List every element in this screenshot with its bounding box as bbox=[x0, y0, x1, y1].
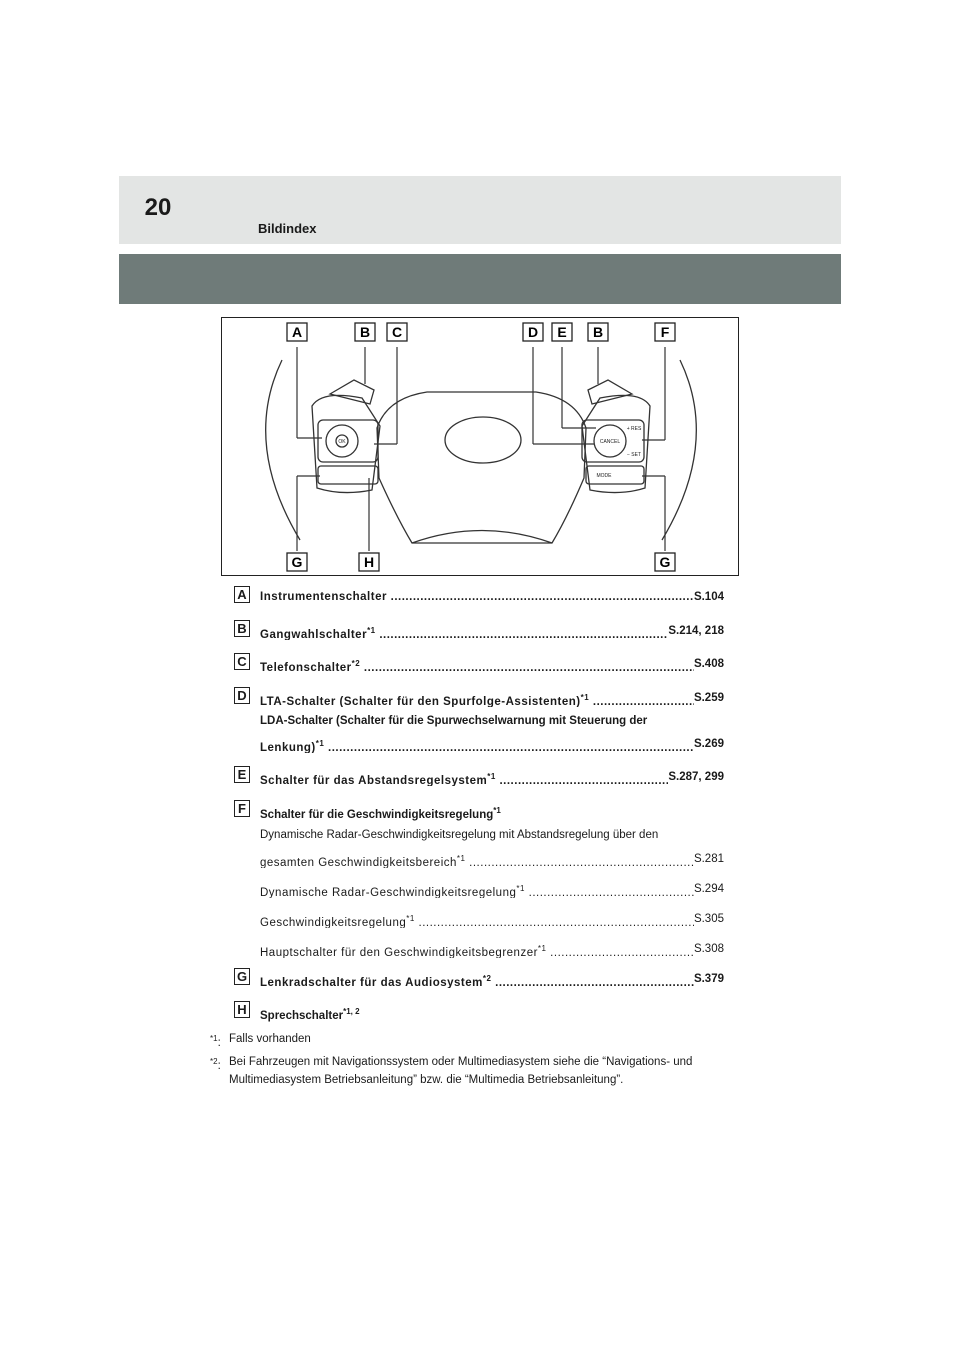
entry-text: Sprechschalter bbox=[260, 1010, 344, 1022]
callout-letter: H bbox=[363, 554, 375, 570]
entry-line bbox=[260, 940, 724, 958]
entry-line bbox=[260, 588, 724, 606]
footnote-text: Falls vorhanden bbox=[229, 1033, 311, 1045]
entry-line bbox=[260, 880, 724, 898]
footnote-mark: $^{*1}$: bbox=[210, 1034, 221, 1049]
page-reference: S.287, 299 bbox=[668, 771, 724, 783]
entry-text: Geschwindigkeitsregelung bbox=[260, 916, 407, 928]
callout-a-box bbox=[287, 323, 307, 341]
page-reference: S.104 bbox=[693, 591, 724, 603]
page-reference: S.305 bbox=[693, 912, 724, 925]
callout-g-box bbox=[655, 553, 675, 571]
callout-letter: C bbox=[391, 324, 403, 340]
page-reference: S.294 bbox=[693, 882, 724, 895]
entry-line bbox=[260, 1003, 724, 1021]
entry-line bbox=[260, 768, 724, 786]
callout-letter: G bbox=[291, 554, 303, 570]
steering-hub-outline bbox=[377, 392, 586, 543]
entry-line bbox=[260, 655, 724, 673]
footnote-marker: *2 bbox=[351, 659, 361, 668]
page-reference: S.308 bbox=[693, 942, 724, 955]
callout-b-box bbox=[588, 323, 608, 341]
entry-text: Telefonschalter bbox=[260, 662, 352, 673]
footnote-marker: *1 bbox=[580, 692, 590, 702]
entry-line bbox=[260, 712, 724, 730]
callout-c-box bbox=[387, 323, 407, 341]
entry-line bbox=[260, 970, 724, 988]
set-button-label: − SET bbox=[626, 452, 642, 458]
footnote-marker: *1 bbox=[456, 853, 466, 863]
entry-text: Dynamische Radar-Geschwindigkeitsregelung bbox=[260, 886, 517, 898]
footnote-marker: *1 bbox=[406, 913, 415, 923]
entry-text: LTA-Schalter (Schalter für den Spurfolge-Assistenten) bbox=[260, 695, 581, 707]
page-reference: S.408 bbox=[693, 658, 724, 670]
footnote-marker: *1 bbox=[537, 943, 547, 953]
entry-text: Dynamische Radar-Geschwindigkeitsregelung mit Abstandsregelung über den bbox=[260, 828, 659, 841]
entry-line bbox=[260, 735, 724, 753]
left-paddle-shifter bbox=[330, 380, 374, 404]
legend-badge: H bbox=[234, 1001, 250, 1018]
airbag-emblem bbox=[445, 417, 521, 463]
footnote-marker: *1 bbox=[493, 805, 501, 815]
entry-text: Instrumentenschalter bbox=[260, 591, 387, 603]
entry-text: Hauptschalter für den Geschwindigkeitsbegrenzer bbox=[260, 946, 538, 958]
steering-wheel-illustration bbox=[222, 318, 740, 577]
callout-letter: A bbox=[291, 324, 303, 340]
callout-e-box bbox=[552, 323, 572, 341]
wheel-rim-left-arc bbox=[266, 360, 300, 540]
entry-line bbox=[260, 689, 724, 707]
page-reference: S.259 bbox=[693, 691, 724, 704]
header-band bbox=[119, 254, 841, 304]
entry-line bbox=[260, 850, 724, 868]
callout-letter: G bbox=[659, 554, 671, 570]
legend-badge: G bbox=[234, 968, 250, 985]
entry-line bbox=[260, 826, 724, 844]
callout-b-box bbox=[355, 323, 375, 341]
entry-text: Gangwahlschalter bbox=[260, 628, 368, 640]
footnote-marker: *1 bbox=[516, 883, 525, 893]
callout-letter: F bbox=[660, 324, 670, 340]
page-reference: S.269 bbox=[693, 737, 724, 750]
callout-g-box bbox=[287, 553, 307, 571]
ok-button-label: OK bbox=[338, 439, 346, 445]
footnote-text: Bei Fahrzeugen mit Navigationssystem oder Multimediasystem siehe die “Navigations- und Multimediasystem Betriebsanleitung” bzw. die “Multimedia Betriebsanleitung”. bbox=[229, 1056, 693, 1086]
page-header bbox=[119, 176, 841, 244]
entry-line bbox=[260, 622, 724, 640]
legend-badge: C bbox=[234, 653, 250, 670]
entry-text: Schalter für die Geschwindigkeitsregelung bbox=[260, 808, 494, 821]
callout-letter: B bbox=[359, 324, 371, 340]
page-reference: S.379 bbox=[693, 972, 724, 985]
callout-letter: E bbox=[557, 324, 567, 340]
right-mode-switch-panel bbox=[586, 466, 644, 484]
legend-badge: A bbox=[234, 586, 250, 603]
entry-line bbox=[260, 802, 724, 820]
page-reference: S.281 bbox=[693, 852, 724, 865]
callout-h-box bbox=[359, 553, 379, 571]
steering-wheel-figure bbox=[221, 317, 739, 576]
footnote-marker: *2 bbox=[482, 973, 492, 983]
right-paddle-shifter bbox=[588, 380, 632, 404]
entry-line bbox=[260, 910, 724, 928]
page-number: 20 bbox=[144, 194, 172, 221]
entry-text: gesamten Geschwindigkeitsbereich bbox=[260, 856, 457, 868]
footnote-marker: *1 bbox=[315, 738, 325, 748]
entry-text: LDA-Schalter (Schalter für die Spurwechselwarnung mit Steuerung der bbox=[260, 714, 648, 727]
steering-column bbox=[412, 531, 552, 544]
wheel-rim-right-arc bbox=[662, 360, 696, 540]
footnote-marker: *1, 2 bbox=[343, 1007, 360, 1016]
callout-letter: B bbox=[592, 324, 604, 340]
footnote-mark: $^{*2}$: bbox=[210, 1057, 221, 1072]
page-reference: S.214, 218 bbox=[668, 624, 724, 637]
footnote-marker: *1 bbox=[487, 772, 496, 781]
legend-badge: D bbox=[234, 687, 250, 704]
legend-badge: B bbox=[234, 620, 250, 637]
legend-badge: F bbox=[234, 800, 250, 817]
section-title: Bildindex bbox=[258, 221, 317, 236]
callout-d-box bbox=[523, 323, 543, 341]
cancel-button-label: CANCEL bbox=[599, 439, 621, 445]
left-spoke bbox=[312, 395, 380, 492]
callout-f-box bbox=[655, 323, 675, 341]
footnote-marker: *1 bbox=[367, 625, 376, 635]
res-button-label: + RES bbox=[626, 426, 642, 432]
legend-badge: E bbox=[234, 766, 250, 783]
entry-text: Schalter für das Abstandsregelsystem bbox=[260, 775, 488, 786]
mode-button-label: MODE bbox=[596, 473, 612, 479]
entry-text: Lenkradschalter für das Audiosystem bbox=[260, 976, 483, 988]
callout-letter: D bbox=[527, 324, 539, 340]
entry-text: Lenkung) bbox=[260, 741, 316, 753]
